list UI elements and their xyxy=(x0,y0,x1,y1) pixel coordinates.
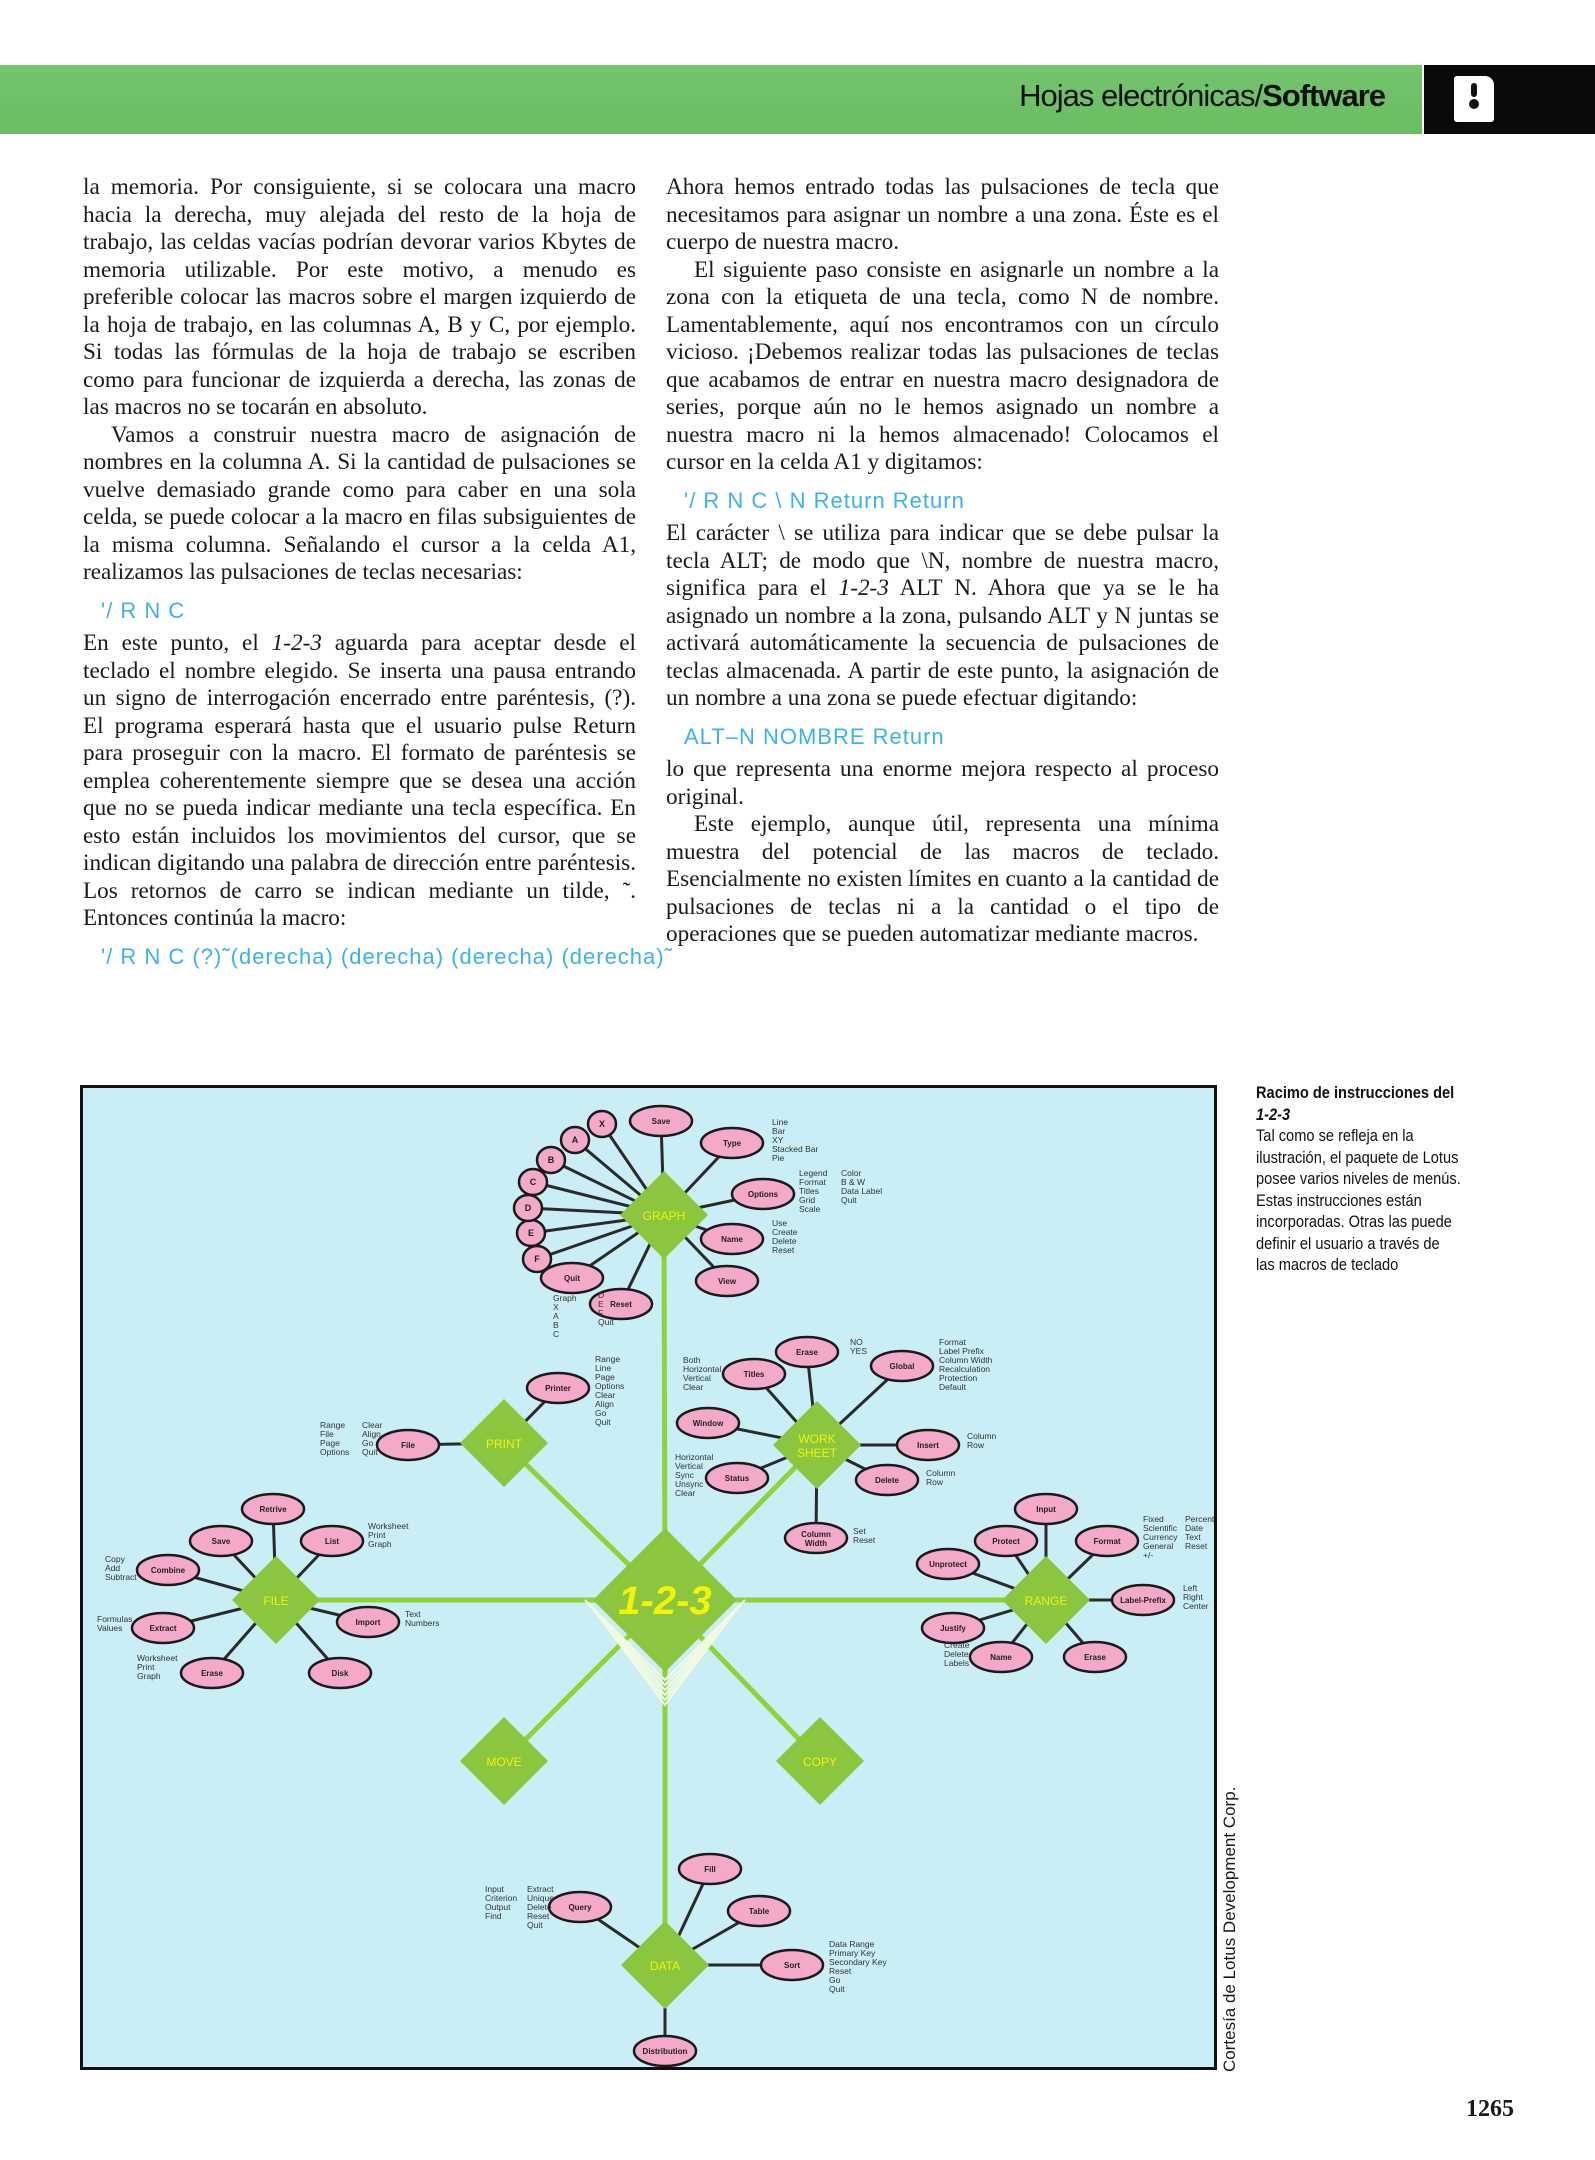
submenu-option: XY xyxy=(772,1135,784,1145)
macro-keystrokes: '/ R N C (?)˜(derecha) (derecha) (derecha) (derecha)˜ xyxy=(101,943,673,969)
menu-node-label: Disk xyxy=(331,1669,349,1678)
submenu-option: Format xyxy=(939,1337,966,1347)
menu-node-label: File xyxy=(401,1441,415,1450)
submenu-option: Reset xyxy=(853,1535,876,1545)
submenu-option: Graph xyxy=(553,1293,577,1303)
text-segment: aguarda para aceptar desde el teclado el nombre elegido. Se inserta una pausa entrando un signo de interrogación encerrado entre paréntesis, (?). El programa esperará hasta que el usuario pulse Return para proseguir con la macro. El formato de paréntesis se emplea coherentemente siempre que se desea una acción que no se pueda indicar mediante una tecla específica. En esto están incluidos los movimientos del cursor, que se indican digitando una palabra de dirección entre paréntesis. Los retornos de carro se indican mediante un tilde, ˜. Entonces continúa la macro: xyxy=(83,630,636,931)
submenu-option: Currency xyxy=(1143,1532,1178,1542)
paragraph xyxy=(83,174,636,422)
submenu-option: Right xyxy=(1183,1592,1203,1602)
submenu-option: Unique xyxy=(527,1893,554,1903)
menu-node-label: Reset xyxy=(610,1300,632,1309)
menu-node-label: Width xyxy=(804,1539,828,1548)
submenu-option: Print xyxy=(368,1530,386,1540)
submenu-option: Protection xyxy=(939,1373,978,1383)
submenu-option: Clear xyxy=(362,1420,383,1430)
submenu-option: Horizontal xyxy=(683,1364,722,1374)
submenu-option: Clear xyxy=(675,1488,696,1498)
submenu-option: Clear xyxy=(595,1390,616,1400)
submenu-option: Create xyxy=(772,1227,798,1237)
text-segment: Ahora hemos entrado todas las pulsaciones de tecla que necesitamos para asignar un nombre a una zona. Éste es el cuerpo de nuestra macro. xyxy=(666,174,1219,255)
text-segment: Este ejemplo, aunque útil, representa una mínima muestra del potencial de las macros de teclado. Esencialmente no existen límites en cuanto a la cantidad de pulsaciones de teclas ni a la cantidad o el tipo de operaciones que se pueden automatizar mediante macros. xyxy=(666,811,1219,947)
submenu-option: Graph xyxy=(368,1539,392,1549)
submenu-option: F xyxy=(598,1308,604,1318)
submenu-option: Quit xyxy=(598,1317,614,1327)
submenu-option: Align xyxy=(362,1429,381,1439)
menu-node-label: X xyxy=(598,1119,606,1129)
menu-node-label: View xyxy=(717,1277,737,1286)
submenu-option: Row xyxy=(926,1477,944,1487)
submenu-option: Subtract xyxy=(105,1572,137,1582)
submenu-option: Quit xyxy=(829,1984,845,1994)
submenu-option: Options xyxy=(320,1447,350,1457)
submenu-option: Input xyxy=(485,1884,504,1894)
submenu-option: D xyxy=(598,1290,605,1300)
submenu-option: Unsync xyxy=(675,1479,704,1489)
menu-node-label: A xyxy=(571,1135,579,1145)
menu-node-label: Global xyxy=(889,1362,915,1371)
menu-node-label: Label-Prefix xyxy=(1120,1596,1166,1605)
menu-node-label: Save xyxy=(211,1537,231,1546)
menu-tree-svg xyxy=(83,1088,1214,2067)
paragraph xyxy=(666,174,1219,257)
submenu-option: Legend xyxy=(799,1168,828,1178)
menu-node-label: Query xyxy=(568,1903,592,1912)
menu-node-label: E xyxy=(527,1228,535,1238)
caption-title-text: Racimo de instrucciones del xyxy=(1256,1083,1455,1102)
submenu-option: YES xyxy=(850,1346,868,1356)
submenu-option: Graph xyxy=(137,1671,161,1681)
menu-node-label: Erase xyxy=(1084,1653,1106,1662)
menu-node-label: Delete xyxy=(874,1476,900,1485)
menu-node-label: Quit xyxy=(564,1274,580,1283)
menu-node-label: Extract xyxy=(149,1624,177,1633)
menu-node-label: Unprotect xyxy=(929,1560,967,1569)
submenu-option: Recalculation xyxy=(939,1364,991,1374)
menu-node-label: Distribution xyxy=(642,2047,688,2056)
submenu-option: Vertical xyxy=(675,1461,703,1471)
submenu-option: Page xyxy=(595,1372,615,1382)
submenu-option: Column xyxy=(926,1468,956,1478)
submenu-option: Reset xyxy=(1185,1541,1208,1551)
submenu-option: Column xyxy=(967,1431,997,1441)
submenu-option: Bar xyxy=(772,1126,786,1136)
submenu-option: Create xyxy=(944,1640,970,1650)
submenu-option: Values xyxy=(97,1623,123,1633)
hub-label: DATA xyxy=(649,1959,681,1973)
text-segment: ALT N. Ahora que ya se le ha asignado un nombre a la zona, pulsando ALT y N juntas se activará automáticamente la secuencia de pulsaciones de teclas almacenada. A partir de este punto, la asignación de un nombre a una zona se puede efectuar digitando: xyxy=(666,575,1219,711)
menu-node-label: Fill xyxy=(704,1865,716,1874)
submenu-option: Percent xyxy=(1185,1514,1214,1524)
submenu-option: Use xyxy=(772,1218,788,1228)
submenu-option: Extract xyxy=(527,1884,554,1894)
submenu-option: Titles xyxy=(799,1186,819,1196)
submenu-option: Print xyxy=(137,1662,155,1672)
submenu-option: Labels xyxy=(944,1658,970,1668)
submenu-option: Scale xyxy=(799,1204,821,1214)
submenu-option: Reset xyxy=(772,1245,795,1255)
submenu-option: Grid xyxy=(799,1195,816,1205)
submenu-option: Secondary Key xyxy=(829,1957,887,1967)
submenu-option: B xyxy=(553,1320,559,1330)
submenu-option: Clear xyxy=(683,1382,704,1392)
submenu-option: Line xyxy=(772,1117,789,1127)
hub-label: SHEET xyxy=(796,1446,838,1460)
submenu-option: Delete xyxy=(944,1649,969,1659)
menu-node-label: Combine xyxy=(150,1566,186,1575)
submenu-option: Range xyxy=(595,1354,621,1364)
submenu-option: NO xyxy=(850,1337,863,1347)
macro-keystrokes: '/ R N C xyxy=(101,597,186,623)
macro-keystrokes: ALT–N NOMBRE Return xyxy=(684,723,945,749)
submenu-option: Quit xyxy=(841,1195,857,1205)
submenu-option: Worksheet xyxy=(137,1653,178,1663)
submenu-option: Copy xyxy=(105,1554,125,1564)
hub-label: MOVE xyxy=(486,1755,522,1769)
paragraph xyxy=(83,630,636,933)
paragraph xyxy=(666,520,1219,713)
submenu-option: E xyxy=(598,1299,604,1309)
text-segment: En este punto, el xyxy=(83,630,272,656)
submenu-option: Criterion xyxy=(485,1893,518,1903)
paragraph xyxy=(83,422,636,587)
menu-node-label: List xyxy=(324,1537,340,1546)
submenu-option: Go xyxy=(829,1975,841,1985)
submenu-option: Horizontal xyxy=(675,1452,714,1462)
submenu-option: Text xyxy=(1185,1532,1201,1542)
lotus-123-menu-diagram xyxy=(80,1085,1217,2070)
menu-node-label: C xyxy=(529,1177,537,1187)
submenu-option: Primary Key xyxy=(829,1948,876,1958)
figure-caption xyxy=(1256,1082,1462,1276)
submenu-option: Worksheet xyxy=(368,1521,409,1531)
hub-label: WORK xyxy=(798,1432,836,1446)
submenu-option: Set xyxy=(853,1526,866,1536)
macro-keystrokes: '/ R N C \ N Return Return xyxy=(684,487,965,513)
page-number: 1265 xyxy=(1466,2096,1514,2122)
submenu-option: A xyxy=(553,1311,559,1321)
menu-node-label: Name xyxy=(990,1653,1012,1662)
text-segment: la memoria. Por consiguiente, si se colocara una macro hacia la derecha, muy alejada del resto de la hoja de trabajo, las celdas vacías podrían devorar varios Kbytes de memoria utilizable. Por este motivo, a menudo es preferible colocar las macros sobre el margen izquierdo de la hoja de trabajo, en las columnas A, B y C, por ejemplo. Si todas las fórmulas de la hoja de trabajo se escriben como para funcionar de izquierda a derecha, las zonas de las macros no se tocarán en absoluto. xyxy=(83,174,636,420)
submenu-option: Column Width xyxy=(939,1355,993,1365)
text-segment: El siguiente paso consiste en asignarle un nombre a la zona con la etiqueta de una tecla, como N de nombre. Lamentablemente, aquí nos encontramos con un círculo vicioso. ¡Debemos realizar todas las pulsaciones de teclas que acabamos de entrar en nuestra macro designadora de series, porque aún no le hemos asignado un nombre a nuestra macro ni la hemos almacenado! Colocamos el cursor en la celda A1 y digitamos: xyxy=(666,256,1219,475)
menu-node-label: B xyxy=(547,1155,555,1165)
paragraph xyxy=(666,811,1219,949)
submenu-option: Format xyxy=(799,1177,826,1187)
photo-credit: Cortesía de Lotus Development Corp. xyxy=(1220,1786,1239,2072)
submenu-option: X xyxy=(553,1302,559,1312)
submenu-option: Default xyxy=(939,1382,966,1392)
section-icon-box xyxy=(1424,65,1595,134)
submenu-option: Data Range xyxy=(829,1939,875,1949)
menu-node-label: Retrive xyxy=(259,1505,287,1514)
menu-node-label: Window xyxy=(692,1419,724,1428)
submenu-option: Output xyxy=(485,1902,511,1912)
section-title-bold: Software xyxy=(1262,78,1385,113)
submenu-option: Fixed xyxy=(1143,1514,1164,1524)
submenu-option: B & W xyxy=(841,1177,866,1187)
floppy-disk-icon xyxy=(1454,76,1494,122)
submenu-option: Scientific xyxy=(1143,1523,1178,1533)
menu-node-label: F xyxy=(534,1254,540,1264)
menu-node-label: Format xyxy=(1093,1537,1121,1546)
submenu-option: Data Label xyxy=(841,1186,883,1196)
hub-label: PRINT xyxy=(486,1437,522,1451)
text-segment: Vamos a construir nuestra macro de asignación de nombres en la columna A. Si la cantidad de pulsaciones se vuelve demasiado grande como para caber en una sola celda, se puede colocar a la macro en filas subsiguientes de la misma columna. Señalando el cursor a la celda A1, realizamos las pulsaciones de teclas necesarias: xyxy=(83,421,636,585)
menu-node-label: Save xyxy=(651,1117,671,1126)
submenu-option: Color xyxy=(841,1168,862,1178)
submenu-option: Quit xyxy=(362,1447,378,1457)
text-segment: El carácter \ se utiliza para indicar que se debe pulsar la tecla ALT; de modo que \N, nombre de nuestra macro, significa para el xyxy=(666,520,1219,601)
menu-node-label: Import xyxy=(355,1618,381,1627)
section-title-text: Hojas electrónicas/ xyxy=(1019,78,1263,113)
menu-node-label: Column xyxy=(801,1530,831,1539)
submenu-option: Numbers xyxy=(405,1618,440,1628)
submenu-option: Vertical xyxy=(683,1373,711,1383)
menu-node-label: D xyxy=(524,1203,532,1213)
submenu-option: Sync xyxy=(675,1470,694,1480)
menu-node-label: Sort xyxy=(784,1961,800,1970)
left-text-column xyxy=(83,174,673,976)
menu-node-label: Name xyxy=(721,1235,743,1244)
paragraph xyxy=(666,756,1219,811)
submenu-option: Reset xyxy=(527,1911,550,1921)
submenu-option: Page xyxy=(320,1438,340,1448)
menu-node-label: Protect xyxy=(992,1537,1020,1546)
menu-node-label: Printer xyxy=(545,1384,571,1393)
submenu-option: Range xyxy=(320,1420,346,1430)
submenu-option: File xyxy=(320,1429,334,1439)
submenu-option: Go xyxy=(362,1438,374,1448)
hub-label: FILE xyxy=(263,1594,289,1608)
submenu-option: Reset xyxy=(829,1966,852,1976)
submenu-option: Label Prefix xyxy=(939,1346,984,1356)
right-text-column xyxy=(666,174,1219,949)
submenu-option: Align xyxy=(595,1399,614,1409)
paragraph xyxy=(666,257,1219,477)
menu-node-label: Options xyxy=(747,1190,779,1199)
submenu-option: Quit xyxy=(527,1920,543,1930)
submenu-option: Text xyxy=(405,1609,421,1619)
submenu-option: General xyxy=(1143,1541,1174,1551)
submenu-option: Pie xyxy=(772,1153,785,1163)
submenu-option: +/- xyxy=(1143,1550,1154,1560)
submenu-option: Add xyxy=(105,1563,121,1573)
hub-label: GRAPH xyxy=(642,1209,686,1223)
lotus-123-logo: 1-2-3 xyxy=(618,1579,712,1623)
italic-text: 1-2-3 xyxy=(271,630,322,656)
menu-node-label: Table xyxy=(748,1907,770,1916)
menu-node-label: Status xyxy=(724,1474,750,1483)
text-segment: lo que representa una enorme mejora respecto al proceso original. xyxy=(666,756,1219,810)
submenu-option: Find xyxy=(485,1911,502,1921)
submenu-option: Quit xyxy=(595,1417,611,1427)
section-title xyxy=(1019,78,1385,114)
menu-node-label: Titles xyxy=(743,1370,765,1379)
italic-text: 1-2-3 xyxy=(838,575,889,601)
hub-label: RANGE xyxy=(1024,1594,1068,1608)
submenu-option: Date xyxy=(1185,1523,1203,1533)
submenu-option: Stacked Bar xyxy=(772,1144,819,1154)
menu-node-label: Erase xyxy=(796,1348,818,1357)
menu-node-label: Insert xyxy=(917,1441,939,1450)
menu-node-label: Input xyxy=(1036,1505,1056,1514)
menu-node-label: Erase xyxy=(201,1669,223,1678)
menu-node-label: Justify xyxy=(940,1624,966,1633)
caption-body: Tal como se refleja en la ilustración, el paquete de Lotus posee varios niveles de menús. Estas instrucciones están incorporadas. Otras las puede definir el usuario a través de las macros de teclado xyxy=(1256,1126,1461,1274)
submenu-option: Center xyxy=(1183,1601,1209,1611)
submenu-option: C xyxy=(553,1329,560,1339)
submenu-option: Both xyxy=(683,1355,701,1365)
submenu-option: Delete xyxy=(527,1902,552,1912)
submenu-option: Line xyxy=(595,1363,612,1373)
menu-node-label: Type xyxy=(722,1139,742,1148)
submenu-option: Row xyxy=(967,1440,985,1450)
submenu-option: Go xyxy=(595,1408,607,1418)
caption-title-italic: 1-2-3 xyxy=(1256,1104,1291,1124)
submenu-option: Delete xyxy=(772,1236,797,1246)
hub-label: COPY xyxy=(802,1755,838,1769)
caption-title xyxy=(1256,1082,1462,1125)
submenu-option: Formulas xyxy=(97,1614,133,1624)
submenu-option: Options xyxy=(595,1381,625,1391)
submenu-option: Left xyxy=(1183,1583,1198,1593)
